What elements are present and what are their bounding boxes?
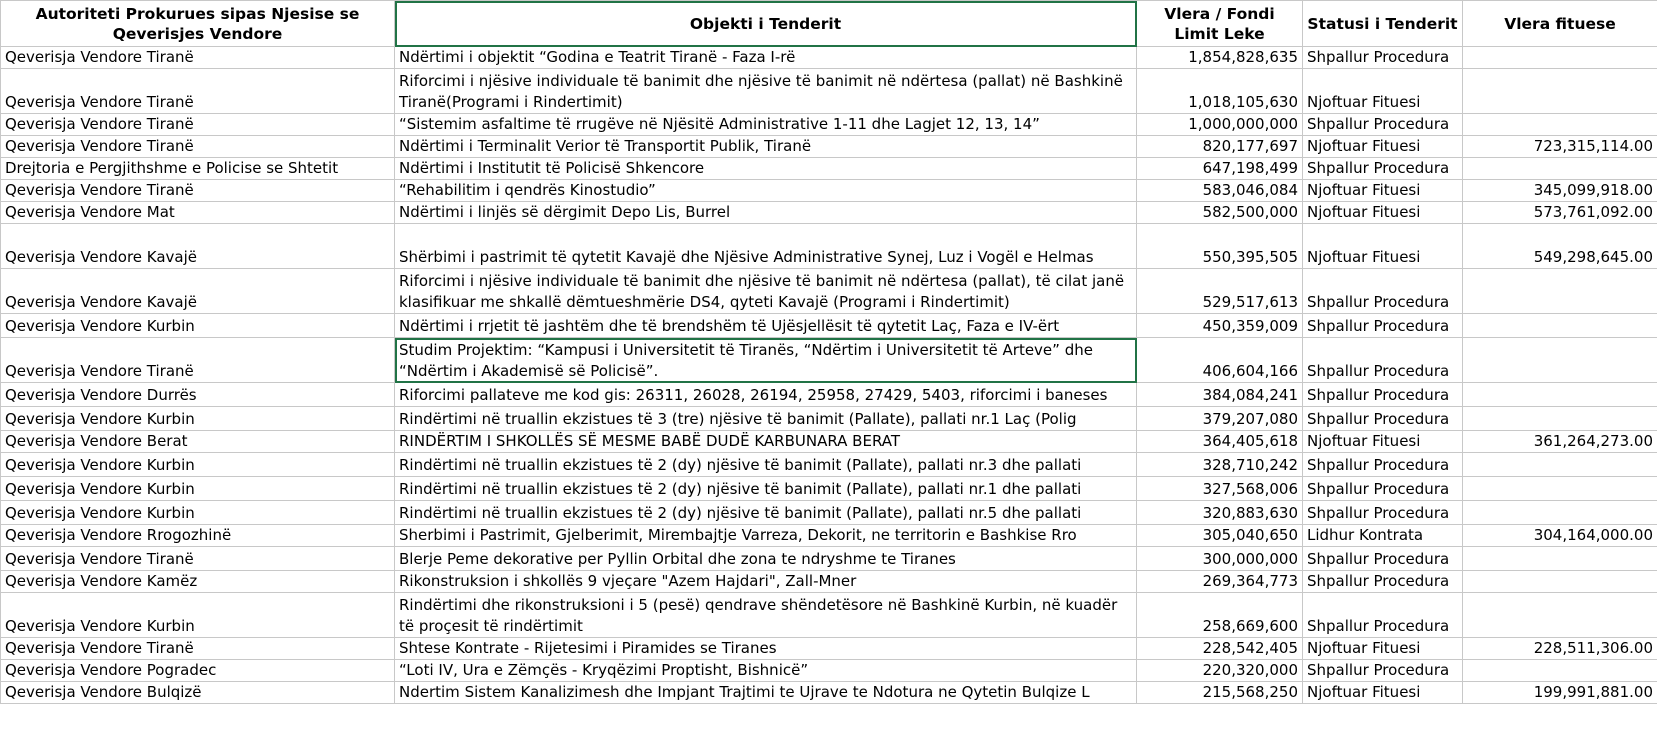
- cell-status[interactable]: Njoftuar Fituesi: [1303, 431, 1463, 453]
- cell-winning-value[interactable]: [1463, 501, 1657, 525]
- cell-status[interactable]: Shpallur Procedura: [1303, 158, 1463, 180]
- cell-winning-value[interactable]: 304,164,000.00: [1463, 525, 1657, 547]
- table-row: [1, 477, 1657, 501]
- cell-limit-value[interactable]: 300,000,000: [1137, 547, 1303, 571]
- cell-authority[interactable]: Qeverisja Vendore Kamëz: [1, 571, 395, 593]
- cell-status[interactable]: Njoftuar Fituesi: [1303, 69, 1463, 114]
- table-row: [1, 114, 1657, 136]
- cell-authority[interactable]: Qeverisja Vendore Kurbin: [1, 501, 395, 525]
- cell-authority[interactable]: Qeverisja Vendore Tiranë: [1, 638, 395, 660]
- table-row: [1, 136, 1657, 158]
- table-row: [1, 47, 1657, 69]
- cell-winning-value[interactable]: [1463, 593, 1657, 638]
- cell-status[interactable]: Shpallur Procedura: [1303, 314, 1463, 338]
- cell-winning-value[interactable]: [1463, 314, 1657, 338]
- cell-status[interactable]: Shpallur Procedura: [1303, 593, 1463, 638]
- table-row: [1, 593, 1657, 638]
- cell-status[interactable]: Njoftuar Fituesi: [1303, 682, 1463, 704]
- table-row: [1, 407, 1657, 431]
- table-row: [1, 571, 1657, 593]
- cell-authority[interactable]: Qeverisja Vendore Tiranë: [1, 47, 395, 69]
- cell-winning-value[interactable]: [1463, 453, 1657, 477]
- table-row: [1, 224, 1657, 269]
- table-row: [1, 547, 1657, 571]
- cell-object[interactable]: Riforcimi pallateve me kod gis: 26311, 26028, 26194, 25958, 27429, 5403, riforcimi i baneses: [395, 383, 1137, 407]
- cell-object[interactable]: Rindërtimi në truallin ekzistues të 3 (tre) njësive të banimit (Pallate), pallati nr.1 Laç (Polig: [395, 407, 1137, 431]
- cell-object[interactable]: “Loti IV, Ura e Zëmçës - Kryqëzimi Proptisht, Bishnicë”: [395, 660, 1137, 682]
- cell-status[interactable]: Shpallur Procedura: [1303, 407, 1463, 431]
- cell-winning-value[interactable]: [1463, 407, 1657, 431]
- cell-object[interactable]: Ndertim Sistem Kanalizimesh dhe Impjant Trajtimi te Ujrave te Ndotura ne Qytetin Bulqize L: [395, 682, 1137, 704]
- cell-authority[interactable]: Qeverisja Vendore Tiranë: [1, 547, 395, 571]
- cell-limit-value[interactable]: 1,018,105,630: [1137, 69, 1303, 114]
- table-row: [1, 338, 1657, 383]
- cell-status[interactable]: Shpallur Procedura: [1303, 547, 1463, 571]
- table-row: [1, 638, 1657, 660]
- cell-winning-value[interactable]: [1463, 383, 1657, 407]
- cell-object[interactable]: Studim Projektim: “Kampusi i Universitetit të Tiranës, “Ndërtim i Universitetit të Arteve” dhe “Ndërtim i Akademisë së Policisë”.: [395, 338, 1137, 383]
- cell-winning-value[interactable]: 723,315,114.00: [1463, 136, 1657, 158]
- cell-authority[interactable]: Qeverisja Vendore Durrës: [1, 383, 395, 407]
- cell-status[interactable]: Shpallur Procedura: [1303, 338, 1463, 383]
- cell-limit-value[interactable]: 1,000,000,000: [1137, 114, 1303, 136]
- cell-limit-value[interactable]: 364,405,618: [1137, 431, 1303, 453]
- cell-authority[interactable]: Qeverisja Vendore Kurbin: [1, 407, 395, 431]
- cell-status[interactable]: Njoftuar Fituesi: [1303, 180, 1463, 202]
- cell-authority[interactable]: Qeverisja Vendore Tiranë: [1, 338, 395, 383]
- cell-authority[interactable]: Qeverisja Vendore Kurbin: [1, 477, 395, 501]
- cell-object[interactable]: Ndërtimi i objektit “Godina e Teatrit Tiranë - Faza I-rë: [395, 47, 1137, 69]
- cell-status[interactable]: Shpallur Procedura: [1303, 114, 1463, 136]
- cell-limit-value[interactable]: 215,568,250: [1137, 682, 1303, 704]
- cell-object[interactable]: Rindërtimi në truallin ekzistues të 2 (dy) njësive të banimit (Pallate), pallati nr.1 dhe pallati: [395, 477, 1137, 501]
- cell-object[interactable]: Rindërtimi në truallin ekzistues të 2 (dy) njësive të banimit (Pallate), pallati nr.3 dhe pallati: [395, 453, 1137, 477]
- cell-winning-value[interactable]: 549,298,645.00: [1463, 224, 1657, 269]
- cell-object[interactable]: Ndërtimi i Institutit të Policisë Shkencore: [395, 158, 1137, 180]
- cell-status[interactable]: Shpallur Procedura: [1303, 269, 1463, 314]
- cell-winning-value[interactable]: 199,991,881.00: [1463, 682, 1657, 704]
- table-row: [1, 314, 1657, 338]
- cell-winning-value[interactable]: [1463, 660, 1657, 682]
- cell-winning-value[interactable]: [1463, 47, 1657, 69]
- cell-winning-value[interactable]: 345,099,918.00: [1463, 180, 1657, 202]
- cell-status[interactable]: Shpallur Procedura: [1303, 660, 1463, 682]
- cell-limit-value[interactable]: 328,710,242: [1137, 453, 1303, 477]
- cell-status[interactable]: Njoftuar Fituesi: [1303, 202, 1463, 224]
- cell-authority[interactable]: Qeverisja Vendore Bulqizë: [1, 682, 395, 704]
- cell-object[interactable]: “Sistemim asfaltime të rrugëve në Njësitë Administrative 1-11 dhe Lagjet 12, 13, 14”: [395, 114, 1137, 136]
- cell-authority[interactable]: Qeverisja Vendore Kavajë: [1, 269, 395, 314]
- cell-status[interactable]: Njoftuar Fituesi: [1303, 224, 1463, 269]
- cell-status[interactable]: Njoftuar Fituesi: [1303, 638, 1463, 660]
- cell-winning-value[interactable]: 228,511,306.00: [1463, 638, 1657, 660]
- table-row: [1, 501, 1657, 525]
- cell-limit-value[interactable]: 583,046,084: [1137, 180, 1303, 202]
- cell-object[interactable]: RINDËRTIM I SHKOLLËS SË MESME BABË DUDË KARBUNARA BERAT: [395, 431, 1137, 453]
- cell-winning-value[interactable]: [1463, 338, 1657, 383]
- cell-winning-value[interactable]: [1463, 477, 1657, 501]
- cell-authority[interactable]: Qeverisja Vendore Kavajë: [1, 224, 395, 269]
- cell-object[interactable]: Sherbimi i Pastrimit, Gjelberimit, Mirembajtje Varreza, Dekorit, ne territorin e Bashkise Rro: [395, 525, 1137, 547]
- cell-limit-value[interactable]: 406,604,166: [1137, 338, 1303, 383]
- header-object[interactable]: Objekti i Tenderit: [395, 1, 1137, 47]
- cell-limit-value[interactable]: 379,207,080: [1137, 407, 1303, 431]
- cell-authority[interactable]: Qeverisja Vendore Tiranë: [1, 136, 395, 158]
- cell-winning-value[interactable]: 361,264,273.00: [1463, 431, 1657, 453]
- cell-authority[interactable]: Qeverisja Vendore Tiranë: [1, 180, 395, 202]
- cell-authority[interactable]: Qeverisja Vendore Kurbin: [1, 314, 395, 338]
- header-winning-value[interactable]: Vlera fituese: [1463, 1, 1657, 47]
- cell-winning-value[interactable]: [1463, 114, 1657, 136]
- cell-object[interactable]: Shërbimi i pastrimit të qytetit Kavajë dhe Njësive Administrative Synej, Luz i Vogël e Helmas: [395, 224, 1137, 269]
- header-status[interactable]: Statusi i Tenderit: [1303, 1, 1463, 47]
- cell-limit-value[interactable]: 320,883,630: [1137, 501, 1303, 525]
- cell-object[interactable]: Ndërtimi i Terminalit Verior të Transportit Publik, Tiranë: [395, 136, 1137, 158]
- cell-limit-value[interactable]: 228,542,405: [1137, 638, 1303, 660]
- cell-limit-value[interactable]: 327,568,006: [1137, 477, 1303, 501]
- cell-limit-value[interactable]: 820,177,697: [1137, 136, 1303, 158]
- cell-winning-value[interactable]: [1463, 158, 1657, 180]
- cell-authority[interactable]: Qeverisja Vendore Mat: [1, 202, 395, 224]
- cell-authority[interactable]: Qeverisja Vendore Kurbin: [1, 593, 395, 638]
- cell-limit-value[interactable]: 529,517,613: [1137, 269, 1303, 314]
- cell-limit-value[interactable]: 582,500,000: [1137, 202, 1303, 224]
- cell-authority[interactable]: Qeverisja Vendore Pogradec: [1, 660, 395, 682]
- cell-object[interactable]: Rikonstruksion i shkollës 9 vjeçare "Azem Hajdari", Zall-Mner: [395, 571, 1137, 593]
- table-row: [1, 453, 1657, 477]
- cell-status[interactable]: Shpallur Procedura: [1303, 383, 1463, 407]
- cell-status[interactable]: Shpallur Procedura: [1303, 501, 1463, 525]
- cell-limit-value[interactable]: 450,359,009: [1137, 314, 1303, 338]
- cell-limit-value[interactable]: 550,395,505: [1137, 224, 1303, 269]
- table-row: [1, 431, 1657, 453]
- table-row: [1, 383, 1657, 407]
- cell-authority[interactable]: Qeverisja Vendore Tiranë: [1, 69, 395, 114]
- cell-limit-value[interactable]: 258,669,600: [1137, 593, 1303, 638]
- table-row: [1, 158, 1657, 180]
- cell-object[interactable]: Ndërtimi i rrjetit të jashtëm dhe të brendshëm të Ujësjellësit të qytetit Laç, Faza e IV-ërt: [395, 314, 1137, 338]
- header-limit-value[interactable]: Vlera / Fondi Limit Leke: [1137, 1, 1303, 47]
- header-authority[interactable]: Autoriteti Prokurues sipas Njesise se Qeverisjes Vendore: [1, 1, 395, 47]
- cell-limit-value[interactable]: 647,198,499: [1137, 158, 1303, 180]
- table-row: [1, 525, 1657, 547]
- cell-object[interactable]: Rindërtimi dhe rikonstruksioni i 5 (pesë) qendrave shëndetësore në Bashkinë Kurbin, në kuadër të proçesit të rindërtimit: [395, 593, 1137, 638]
- cell-limit-value[interactable]: 1,854,828,635: [1137, 47, 1303, 69]
- cell-status[interactable]: Shpallur Procedura: [1303, 453, 1463, 477]
- cell-status[interactable]: Lidhur Kontrata: [1303, 525, 1463, 547]
- table-row: [1, 660, 1657, 682]
- cell-authority[interactable]: Qeverisja Vendore Tiranë: [1, 114, 395, 136]
- table-row: [1, 269, 1657, 314]
- cell-authority[interactable]: Qeverisja Vendore Rrogozhinë: [1, 525, 395, 547]
- table-row: [1, 69, 1657, 114]
- cell-limit-value[interactable]: 269,364,773: [1137, 571, 1303, 593]
- table-row: [1, 682, 1657, 704]
- cell-winning-value[interactable]: [1463, 547, 1657, 571]
- cell-object[interactable]: Ndërtimi i linjës së dërgimit Depo Lis, Burrel: [395, 202, 1137, 224]
- cell-authority[interactable]: Drejtoria e Pergjithshme e Policise se Shtetit: [1, 158, 395, 180]
- table-row: [1, 202, 1657, 224]
- table-row: [1, 180, 1657, 202]
- cell-object[interactable]: Shtese Kontrate - Rijetesimi i Piramides se Tiranes: [395, 638, 1137, 660]
- cell-object[interactable]: Riforcimi i njësive individuale të banimit dhe njësive të banimit në ndërtesa (pallat), të cilat janë klasifikuar me shkallë dëmtueshmërie DS4, qyteti Kavajë (Programi i Rindertimit): [395, 269, 1137, 314]
- cell-authority[interactable]: Qeverisja Vendore Kurbin: [1, 453, 395, 477]
- cell-object[interactable]: Rindërtimi në truallin ekzistues të 2 (dy) njësive të banimit (Pallate), pallati nr.5 dhe pallati: [395, 501, 1137, 525]
- cell-object[interactable]: Blerje Peme dekorative per Pyllin Orbital dhe zona te ndryshme te Tiranes: [395, 547, 1137, 571]
- cell-object[interactable]: Riforcimi i njësive individuale të banimit dhe njësive të banimit në ndërtesa (pallat) në Bashkinë Tiranë(Programi i Rindertimit): [395, 69, 1137, 114]
- cell-limit-value[interactable]: 220,320,000: [1137, 660, 1303, 682]
- cell-object[interactable]: “Rehabilitim i qendrës Kinostudio”: [395, 180, 1137, 202]
- cell-status[interactable]: Shpallur Procedura: [1303, 47, 1463, 69]
- cell-winning-value[interactable]: [1463, 269, 1657, 314]
- header-row: [1, 1, 1657, 47]
- table-body: [1, 47, 1657, 704]
- cell-winning-value[interactable]: 573,761,092.00: [1463, 202, 1657, 224]
- cell-status[interactable]: Shpallur Procedura: [1303, 571, 1463, 593]
- cell-limit-value[interactable]: 305,040,650: [1137, 525, 1303, 547]
- cell-limit-value[interactable]: 384,084,241: [1137, 383, 1303, 407]
- cell-winning-value[interactable]: [1463, 69, 1657, 114]
- cell-status[interactable]: Njoftuar Fituesi: [1303, 136, 1463, 158]
- cell-status[interactable]: Shpallur Procedura: [1303, 477, 1463, 501]
- cell-authority[interactable]: Qeverisja Vendore Berat: [1, 431, 395, 453]
- cell-winning-value[interactable]: [1463, 571, 1657, 593]
